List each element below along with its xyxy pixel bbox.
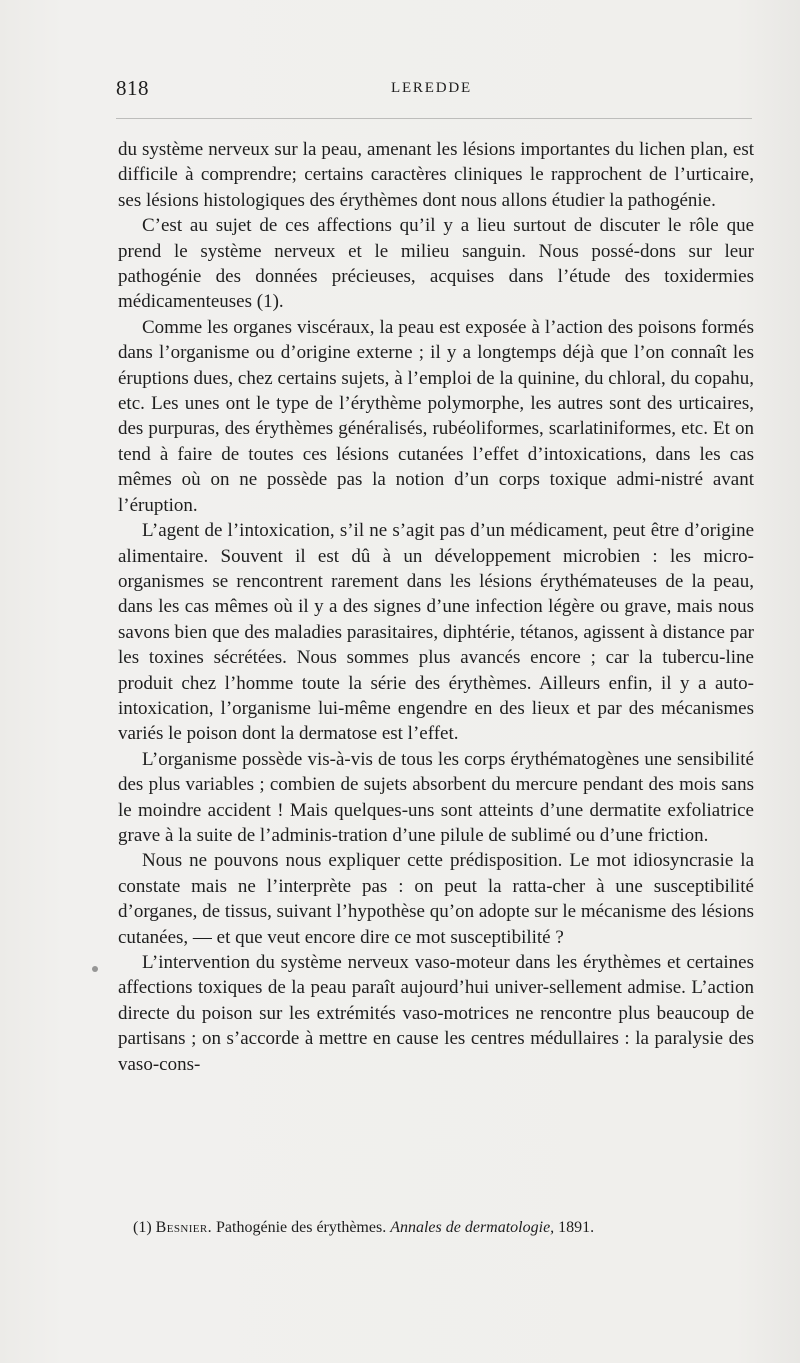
footnote-author: Besnier.: [155, 1219, 213, 1236]
footnote-year: 1891.: [558, 1219, 595, 1236]
paragraph-5: L’organisme possède vis-à-vis de tous les corps érythématogènes une sensibilité des plus variables ; combien de sujets absorbent du mercure pendant des mois sans le moindre accident ! Mais quelques-uns sont atteints d’une dermatite exfoliatrice grave à la suite de l’adminis-tration d’une pilule de sublimé ou d’une friction.: [118, 748, 754, 846]
paragraph-2: C’est au sujet de ces affections qu’il y a lieu surtout de discuter le rôle que prend le système nerveux et le milieu sanguin. Nous possé-dons sur leur pathogénie des données précieuses, acquises dans l’étude des toxidermies médicamenteuses (1).: [118, 215, 754, 313]
paragraph-3: Comme les organes viscéraux, la peau est exposée à l’action des poisons formés dans l’organisme ou d’origine externe ; il y a longtemps déjà que l’on connaît les éruptions dues, chez certains sujets, à l’emploi de la quinine, du chloral, du copahu, etc. Les unes ont le type de l’érythème polymorphe, les autres sont des urticaires, des purpuras, des érythèmes généralisés, rubéoliformes, scarlatiniformes, etc. Et on tend à faire de toutes ces lésions cutanées l’effet d’intoxications, dans les cas mêmes où on ne possède pas la notion d’un corps toxique admi-nistré avant l’éruption.: [118, 316, 754, 516]
paragraph-7: L’intervention du système nerveux vaso-moteur dans les érythèmes et certaines affections toxiques de la peau paraît aujourd’hui univer-sellement admise. L’action directe du poison sur les extrémités vaso-motrices ne rencontre plus beaucoup de partisans ; on s’accorde à mettre en cause les centres médullaires : la paralysie des vaso-cons-: [118, 952, 754, 1075]
page-number: 818: [116, 76, 149, 100]
paragraph-4: L’agent de l’intoxication, s’il ne s’agit pas d’un médicament, peut être d’origine alimentaire. Souvent il est dû à un développement microbien : les micro-organismes se rencontrent rarement dans les lésions érythémateuses de la peau, dans les cas mêmes où il y a des signes d’une infection légère ou grave, mais nous savons bien que des maladies parasitaires, diphtérie, tétanos, agissent à distance par les toxines sécrétées. Nous sommes plus avancés encore ; car la tubercu-line produit chez l’homme toute la série des érythèmes. Ailleurs enfin, il y a auto-intoxication, l’organisme lui-même engendre en des lieux et par des mécanismes variés le poison dont la dermatose est l’effet.: [118, 520, 754, 745]
footnote-journal: Annales de dermatologie,: [390, 1219, 555, 1236]
running-head: LEREDDE: [391, 80, 472, 96]
page-header: [116, 76, 756, 106]
footnote-number: (1): [133, 1219, 152, 1236]
ink-spot-mark: [92, 966, 98, 972]
footnote: [133, 1218, 753, 1238]
footnote-text: Pathogénie des érythèmes.: [216, 1219, 387, 1236]
body-text: [118, 137, 754, 1077]
paragraph-1: du système nerveux sur la peau, amenant les lésions importantes du lichen plan, est difficile à comprendre; certains caractères cliniques le rapprochent de l’urticaire, ses lésions histologiques des érythèmes dont nous allons étudier la pathogénie.: [118, 139, 754, 211]
paragraph-6: Nous ne pouvons nous expliquer cette prédisposition. Le mot idiosyncrasie la constate mais ne l’interprète pas : on peut la ratta-cher à une susceptibilité d’organes, de tissus, suivant l’hypothèse qu’on adopte sur le mécanisme des lésions cutanées, — et que veut encore dire ce mot susceptibilité ?: [118, 850, 754, 948]
header-rule: [116, 118, 752, 119]
